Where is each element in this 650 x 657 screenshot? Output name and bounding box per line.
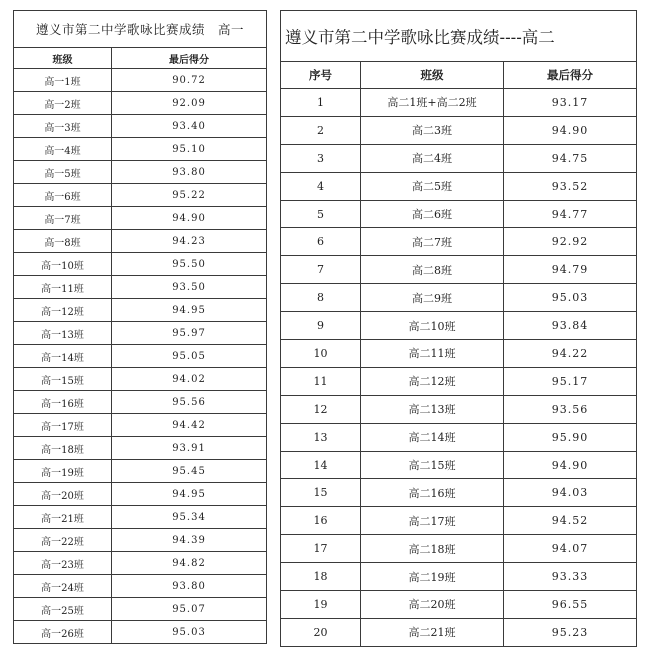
score-cell: 93.52 — [504, 172, 637, 200]
class-cell: 高一3班 — [14, 115, 112, 138]
serial-cell: 12 — [281, 395, 361, 423]
table-row — [14, 322, 267, 345]
serial-cell: 17 — [281, 535, 361, 563]
score-cell: 95.10 — [112, 138, 267, 161]
table-row — [281, 479, 637, 507]
class-cell: 高一20班 — [14, 483, 112, 506]
class-cell: 高一26班 — [14, 621, 112, 644]
score-cell: 90.72 — [112, 69, 267, 92]
header-serial-number: 序号 — [281, 62, 361, 89]
class-cell: 高一21班 — [14, 506, 112, 529]
class-cell: 高一22班 — [14, 529, 112, 552]
score-cell: 95.17 — [504, 367, 637, 395]
score-cell: 92.92 — [504, 228, 637, 256]
class-cell: 高一13班 — [14, 322, 112, 345]
class-cell: 高一23班 — [14, 552, 112, 575]
table-row — [14, 207, 267, 230]
score-cell: 95.50 — [112, 253, 267, 276]
table-row — [14, 529, 267, 552]
table-row — [14, 368, 267, 391]
score-cell: 93.84 — [504, 312, 637, 340]
class-cell: 高一25班 — [14, 598, 112, 621]
table-row — [14, 621, 267, 644]
table-row — [281, 367, 637, 395]
table-row — [14, 460, 267, 483]
class-cell: 高一12班 — [14, 299, 112, 322]
serial-cell: 1 — [281, 89, 361, 117]
table-row — [281, 200, 637, 228]
table-row — [14, 483, 267, 506]
class-cell: 高一2班 — [14, 92, 112, 115]
score-cell: 92.09 — [112, 92, 267, 115]
class-cell: 高一24班 — [14, 575, 112, 598]
class-cell: 高二12班 — [361, 367, 504, 395]
score-cell: 95.23 — [504, 618, 637, 646]
class-cell: 高二9班 — [361, 284, 504, 312]
table-row — [281, 228, 637, 256]
score-cell: 95.22 — [112, 184, 267, 207]
score-cell: 95.34 — [112, 506, 267, 529]
table-row — [14, 299, 267, 322]
class-cell: 高二16班 — [361, 479, 504, 507]
table-row — [281, 618, 637, 646]
score-cell: 94.23 — [112, 230, 267, 253]
class-cell: 高二5班 — [361, 172, 504, 200]
grade2-score-table — [280, 10, 637, 647]
serial-cell: 8 — [281, 284, 361, 312]
score-cell: 96.55 — [504, 591, 637, 619]
table-row — [14, 391, 267, 414]
class-cell: 高一14班 — [14, 345, 112, 368]
class-cell: 高一18班 — [14, 437, 112, 460]
table-row — [281, 563, 637, 591]
score-cell: 94.77 — [504, 200, 637, 228]
score-cell: 94.07 — [504, 535, 637, 563]
class-cell: 高一7班 — [14, 207, 112, 230]
score-cell: 94.22 — [504, 340, 637, 368]
class-cell: 高二14班 — [361, 423, 504, 451]
score-cell: 95.03 — [112, 621, 267, 644]
class-cell: 高二3班 — [361, 116, 504, 144]
serial-cell: 14 — [281, 451, 361, 479]
table-row — [14, 598, 267, 621]
grade2-table-title: 遵义市第二中学歌咏比赛成绩----高二 — [281, 11, 637, 62]
table-row — [281, 423, 637, 451]
class-cell: 高一15班 — [14, 368, 112, 391]
header-class: 班级 — [361, 62, 504, 89]
table-row — [14, 253, 267, 276]
score-cell: 93.33 — [504, 563, 637, 591]
class-cell: 高二13班 — [361, 395, 504, 423]
class-cell: 高一19班 — [14, 460, 112, 483]
class-cell: 高二21班 — [361, 618, 504, 646]
table-row — [281, 507, 637, 535]
class-cell: 高二18班 — [361, 535, 504, 563]
table-row — [14, 437, 267, 460]
class-cell: 高一4班 — [14, 138, 112, 161]
table-row — [281, 591, 637, 619]
class-cell: 高二17班 — [361, 507, 504, 535]
class-cell: 高二8班 — [361, 256, 504, 284]
score-cell: 93.40 — [112, 115, 267, 138]
serial-cell: 15 — [281, 479, 361, 507]
score-cell: 94.02 — [112, 368, 267, 391]
class-cell: 高一8班 — [14, 230, 112, 253]
serial-cell: 20 — [281, 618, 361, 646]
class-cell: 高一16班 — [14, 391, 112, 414]
table-row — [281, 312, 637, 340]
class-cell: 高二6班 — [361, 200, 504, 228]
class-cell: 高二1班+高二2班 — [361, 89, 504, 117]
class-cell: 高二4班 — [361, 144, 504, 172]
score-cell: 94.52 — [504, 507, 637, 535]
header-final-score: 最后得分 — [504, 62, 637, 89]
score-cell: 95.03 — [504, 284, 637, 312]
score-cell: 93.91 — [112, 437, 267, 460]
table-row — [281, 284, 637, 312]
table-row — [281, 340, 637, 368]
class-cell: 高二15班 — [361, 451, 504, 479]
score-cell: 94.79 — [504, 256, 637, 284]
score-cell: 94.90 — [504, 116, 637, 144]
score-cell: 94.90 — [504, 451, 637, 479]
score-cell: 94.95 — [112, 299, 267, 322]
class-cell: 高一17班 — [14, 414, 112, 437]
table-row — [281, 116, 637, 144]
table-row — [14, 506, 267, 529]
score-cell: 95.45 — [112, 460, 267, 483]
table-row — [14, 552, 267, 575]
serial-cell: 6 — [281, 228, 361, 256]
table-row — [281, 144, 637, 172]
serial-cell: 11 — [281, 367, 361, 395]
header-class: 班级 — [14, 48, 112, 69]
class-cell: 高一10班 — [14, 253, 112, 276]
serial-cell: 19 — [281, 591, 361, 619]
table-row — [14, 575, 267, 598]
grade1-score-table — [13, 10, 267, 644]
serial-cell: 18 — [281, 563, 361, 591]
table-row — [14, 161, 267, 184]
table-row — [281, 256, 637, 284]
table-row — [14, 414, 267, 437]
table-row — [14, 115, 267, 138]
score-cell: 95.56 — [112, 391, 267, 414]
serial-cell: 7 — [281, 256, 361, 284]
grade1-table-title: 遵义市第二中学歌咏比赛成绩 高一 — [14, 11, 267, 48]
score-cell: 93.17 — [504, 89, 637, 117]
class-cell: 高一6班 — [14, 184, 112, 207]
serial-cell: 5 — [281, 200, 361, 228]
score-cell: 94.39 — [112, 529, 267, 552]
table-row — [14, 345, 267, 368]
serial-cell: 13 — [281, 423, 361, 451]
score-cell: 93.56 — [504, 395, 637, 423]
table-row — [14, 69, 267, 92]
score-cell: 94.90 — [112, 207, 267, 230]
table-row — [281, 89, 637, 117]
table-row — [14, 276, 267, 299]
score-cell: 95.97 — [112, 322, 267, 345]
serial-cell: 3 — [281, 144, 361, 172]
serial-cell: 4 — [281, 172, 361, 200]
table-row — [14, 230, 267, 253]
score-cell: 93.50 — [112, 276, 267, 299]
table-row — [14, 92, 267, 115]
table-row — [281, 395, 637, 423]
serial-cell: 10 — [281, 340, 361, 368]
score-cell: 95.05 — [112, 345, 267, 368]
score-cell: 93.80 — [112, 161, 267, 184]
class-cell: 高一11班 — [14, 276, 112, 299]
class-cell: 高二10班 — [361, 312, 504, 340]
table-row — [281, 172, 637, 200]
class-cell: 高一1班 — [14, 69, 112, 92]
score-cell: 93.80 — [112, 575, 267, 598]
score-cell: 95.07 — [112, 598, 267, 621]
table-row — [281, 535, 637, 563]
class-cell: 高二19班 — [361, 563, 504, 591]
score-cell: 94.82 — [112, 552, 267, 575]
class-cell: 高一5班 — [14, 161, 112, 184]
class-cell: 高二11班 — [361, 340, 504, 368]
serial-cell: 2 — [281, 116, 361, 144]
table-row — [14, 184, 267, 207]
score-cell: 94.03 — [504, 479, 637, 507]
table-row — [281, 451, 637, 479]
score-cell: 95.90 — [504, 423, 637, 451]
serial-cell: 9 — [281, 312, 361, 340]
class-cell: 高二20班 — [361, 591, 504, 619]
score-cell: 94.42 — [112, 414, 267, 437]
header-final-score: 最后得分 — [112, 48, 267, 69]
serial-cell: 16 — [281, 507, 361, 535]
class-cell: 高二7班 — [361, 228, 504, 256]
table-row — [14, 138, 267, 161]
score-cell: 94.75 — [504, 144, 637, 172]
score-cell: 94.95 — [112, 483, 267, 506]
